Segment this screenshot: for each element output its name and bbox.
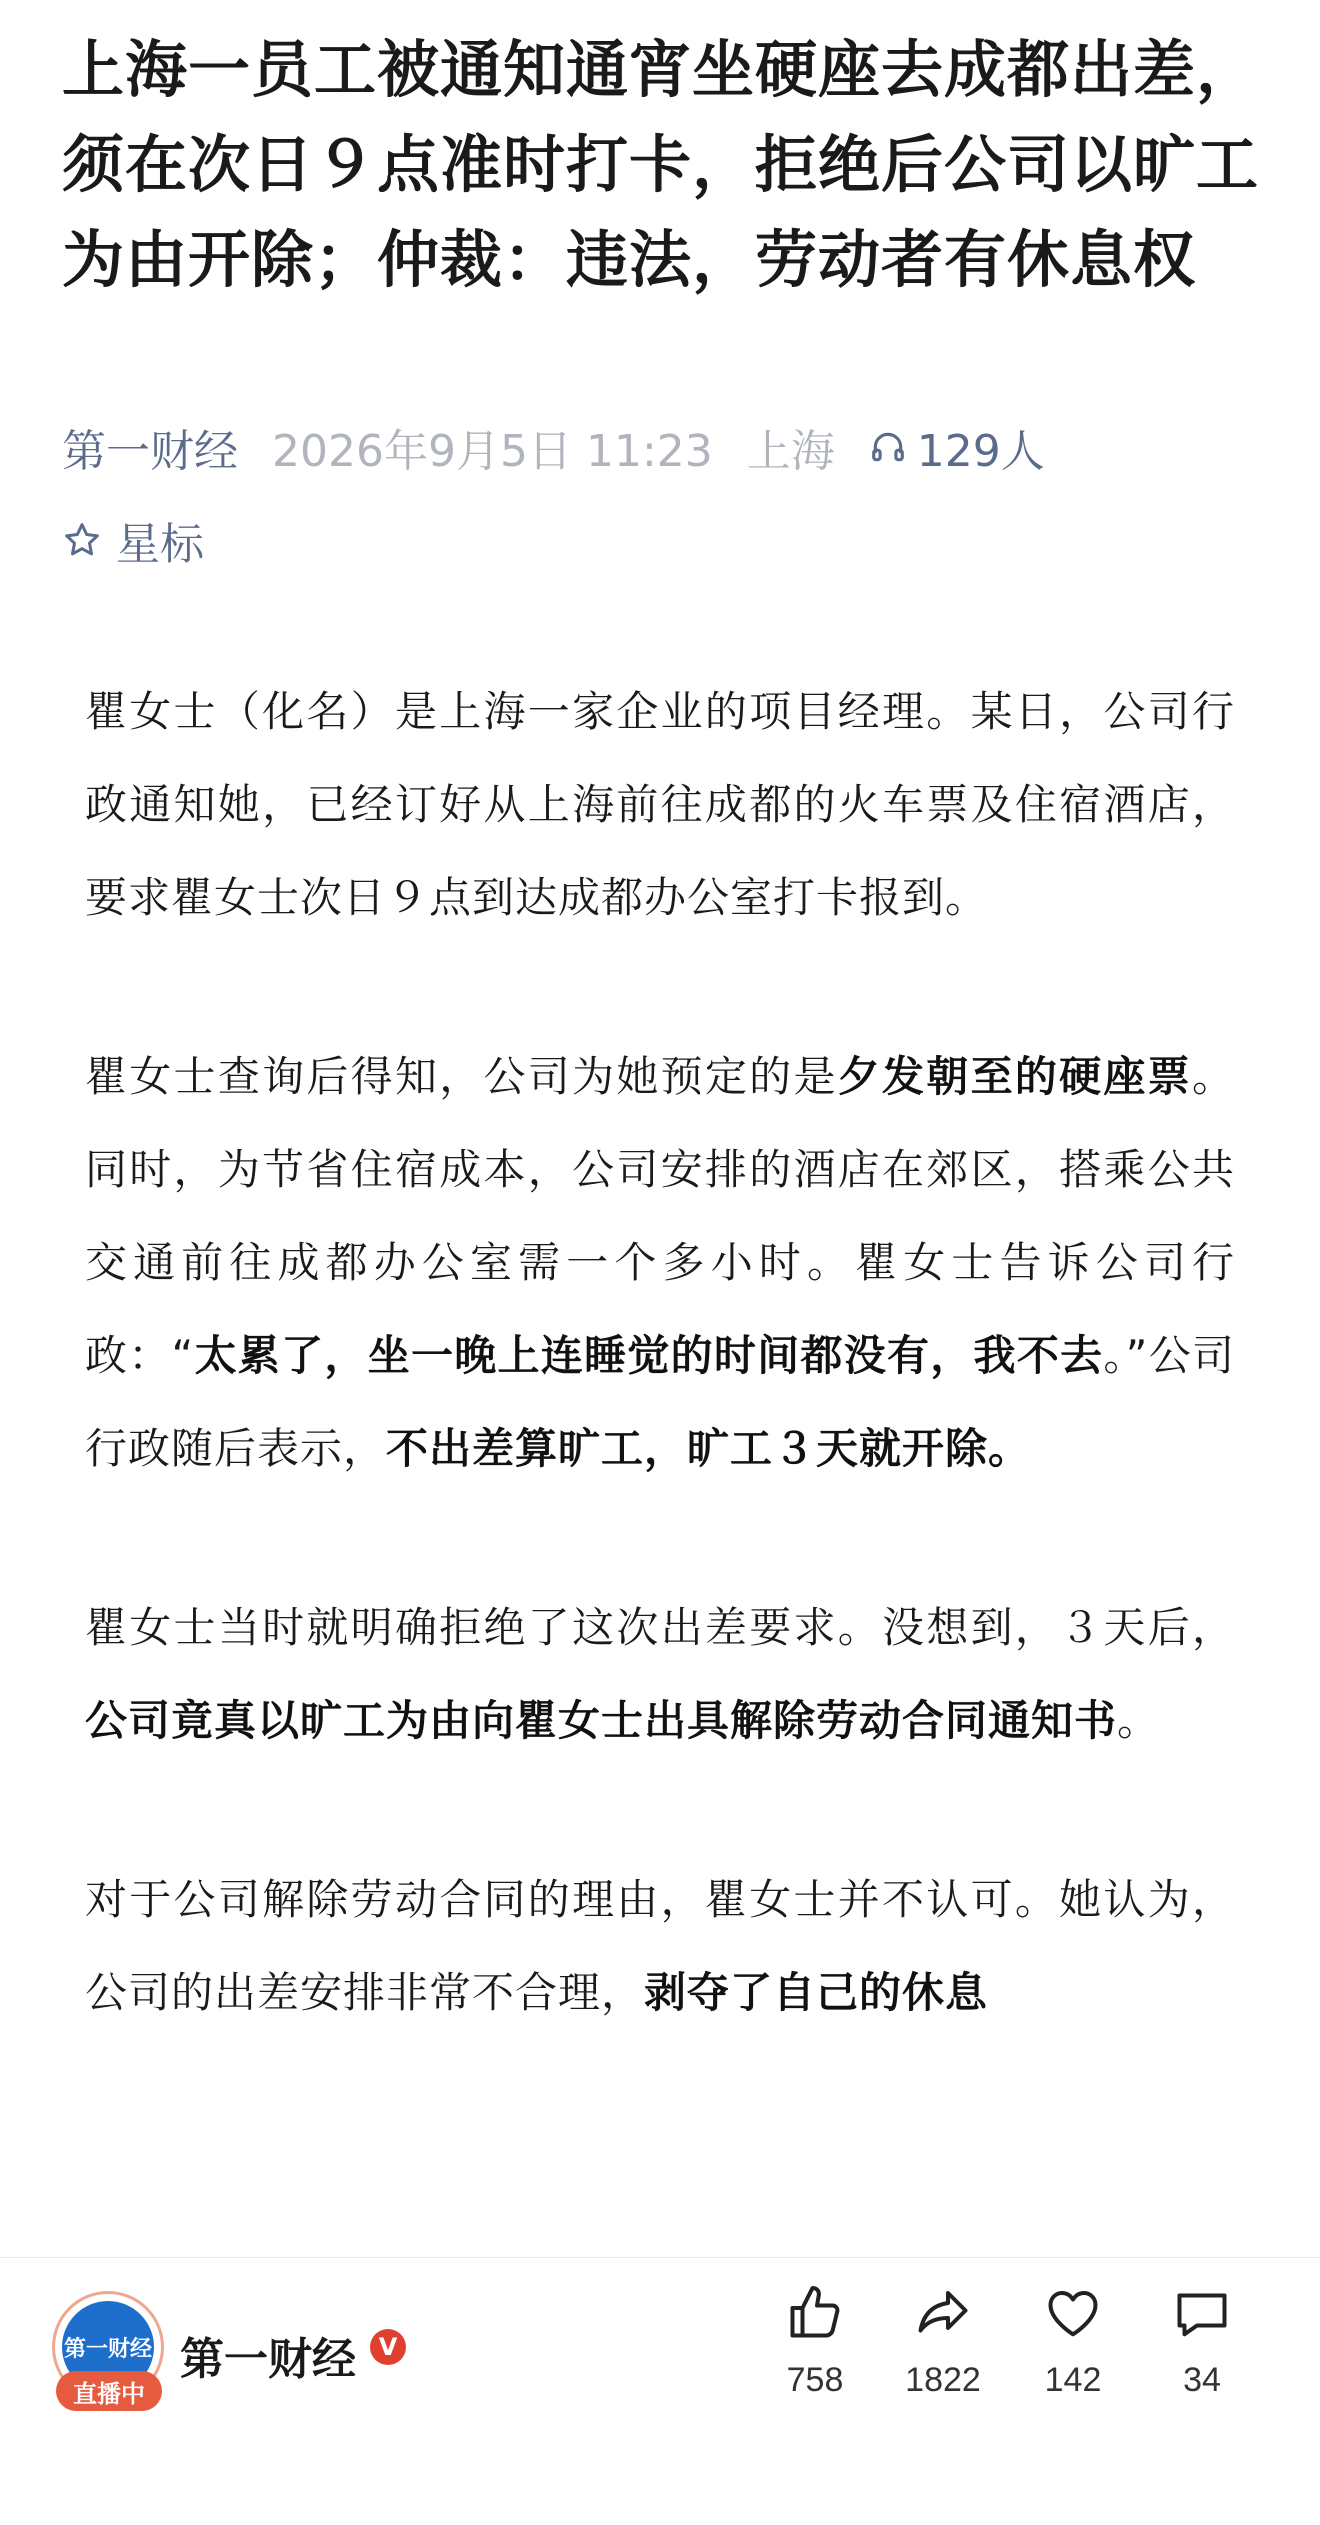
live-badge[interactable]: 直播中: [56, 2371, 162, 2411]
listen-button[interactable]: [869, 415, 1045, 479]
article-body: [85, 665, 1235, 2039]
paragraph: [85, 1030, 1235, 1495]
paragraph: [85, 665, 1235, 944]
account-name[interactable]: 第一财经: [180, 2334, 356, 2385]
star-label: 星标: [116, 519, 204, 570]
like-count: 758: [786, 2361, 844, 2399]
article-title: 上海一员工被通知通宵坐硬座去成都出差，须在次日９点准时打卡，拒绝后公司以旷工为由开除；仲裁：违法，劳动者有休息权: [62, 33, 1260, 296]
bottom-action-bar: [0, 2257, 1320, 2525]
emphasis-text: 太累了，坐一晚上连睡觉的时间都没有，我不去: [194, 1331, 1104, 1380]
paragraph-text: 。同时，为节省住宿成本，公司安排的酒店在郊区，搭乘公共交通前往成都办公室需一个多小时。瞿女士告诉公司行政：“: [85, 1052, 1235, 1380]
publish-location: 上海: [746, 426, 835, 477]
star-icon: [62, 520, 102, 560]
source-link[interactable]: 第一财经: [62, 426, 238, 477]
emphasis-text: 夕发朝至的硬座票: [837, 1052, 1192, 1101]
like-button[interactable]: [755, 2283, 875, 2400]
comment-icon: [1172, 2283, 1232, 2343]
comment-count: 34: [1183, 2361, 1221, 2399]
paragraph: [85, 1853, 1235, 2039]
paragraph-text: 对于公司解除劳动合同的理由，瞿女士并不认可。她认为，公司的出差安排非常不合理，: [85, 1875, 1235, 2017]
listener-count: 129人: [916, 426, 1045, 477]
paragraph-text: 瞿女士当时就明确拒绝了这次出差要求。没想到，３天后，: [85, 1603, 1235, 1652]
headphones-icon: [869, 428, 907, 466]
favorite-button[interactable]: [1013, 2283, 1133, 2400]
publish-datetime: 2026年9月5日 11:23: [272, 426, 713, 477]
share-count: 1822: [905, 2361, 981, 2399]
favorite-count: 142: [1044, 2361, 1102, 2399]
comment-button[interactable]: [1142, 2283, 1262, 2400]
emphasis-text: 剥夺了自己的休息: [644, 1968, 989, 2017]
thumbs-up-icon: [785, 2283, 845, 2343]
emphasis-text: 不出差算旷工，旷工３天就开除。: [386, 1424, 1032, 1473]
emphasis-text: 公司竟真以旷工为由向瞿女士出具解除劳动合同通知书: [85, 1696, 1118, 1745]
paragraph-text: 瞿女士（化名）是上海一家企业的项目经理。某日，公司行政通知她，已经订好从上海前往成都的火车票及住宿酒店，要求瞿女士次日９点到达成都办公室打卡报到。: [85, 687, 1235, 922]
paragraph-text: 。: [1117, 1696, 1161, 1745]
paragraph-text: 。”公司行政随后表示，: [85, 1331, 1235, 1473]
paragraph: [85, 1581, 1235, 1767]
article-meta: [62, 412, 1045, 482]
account-logo: 第一财经: [62, 2301, 154, 2393]
heart-icon: [1043, 2283, 1103, 2343]
paragraph-text: 瞿女士查询后得知，公司为她预定的是: [85, 1052, 838, 1101]
verified-badge-icon: V: [370, 2329, 406, 2365]
star-button[interactable]: [62, 505, 204, 575]
share-icon: [913, 2283, 973, 2343]
share-button[interactable]: [883, 2283, 1003, 2400]
